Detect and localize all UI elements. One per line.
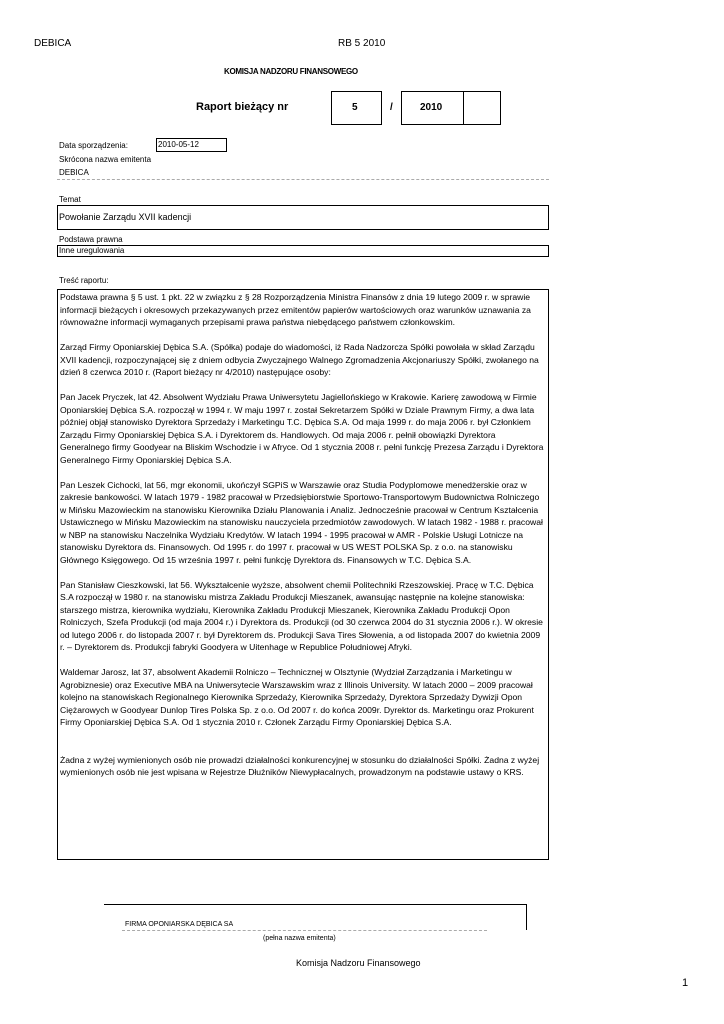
content-paragraph: Pan Stanisław Cieszkowski, lat 56. Wykształcenie wyższe, absolwent chemii Politechniki Rzeszowskiej. Pracę w T.C. Dębica S.A rozpoczął w 1980 r. na stanowisku mistrza Zakładu Produkcji Mieszanek, awansując następnie na kolejne stanowiska: starszego mistrza, kierownika wydziału, Kierownika Zakładu Produkcji Mieszanek, Kierownika Zakładu Produkcji Opon Rolniczych, Szefa Produkcji (od maja 2004 r.) i Dyrektora ds. Produkcji (od 30 czerwca 2004 do 31 stycznia 2006 r.). W okresie od lutego 2006 r. do listopada 2007 r. był Dyrektorem ds. Produkcji Sava Tires Słowenia, a od listopada 2007 do kwietnia 2009 r. – Dyrektorem ds. Produkcji fabryki Goodyera w Uitenhage w Republice Południowej Afryki. [60, 579, 543, 652]
content-paragraph: Pan Leszek Cichocki, lat 56, mgr ekonomii, ukończył SGPiS w Warszawie oraz Studia Podyplomowe menedżerskie oraz w zakresie bankowości. W latach 1979 - 1982 pracował w Przedsiębiorstwie Sportowo-Transportowym Budownictwa Rolniczego w Mińsku Mazowieckim na stanowisku Kierownika Działu Planowania i Analiz. Jednocześnie pracował w Centrum Kształcenia Ustawicznego w Mińsku Mazowieckim na stanowisku nauczyciela przedmiotów zawodowych. W latach 1982 - 1988 r. pracował w NBP na stanowisku Naczelnika Wydziału Kredytów. W latach 1994 - 1995 pracował w AMR - Polskie Usługi Lotnicze na stanowisku Dyrektora ds. Finansowych. Od 1995 r. do 1997 r. pracował w US WEST POLSKA Sp. z o.o. na stanowisku Głównego Księgowego. Od 15 września 1997 r. pełni funkcję Dyrektora ds. Finansowych w T.C. Dębica S.A. [60, 479, 543, 565]
report-number: 5 [352, 102, 358, 113]
legal-basis-box [57, 245, 549, 257]
date-label: Data sporządzenia: [59, 141, 128, 150]
separator-line [57, 179, 549, 180]
content-paragraph: Żadna z wyżej wymienionych osób nie prowadzi działalności konkurencyjnej w stosunku do działalności Spółki. Żadna z wyżej wymienionych osób nie jest wpisana w Rejestrze Dłużników Niewypłacalnych, prowadzonym na podstawie ustawy o KRS. [60, 754, 540, 777]
footer-dash-line [122, 930, 487, 931]
footer-company-caption: (pełna nazwa emitenta) [263, 935, 336, 942]
issuer-short-label: Skrócona nazwa emitenta [59, 155, 152, 164]
report-content [57, 289, 549, 860]
subject-label: Temat [59, 195, 81, 204]
content-label: Treść raportu: [59, 276, 109, 285]
report-title: Raport bieżący nr [196, 101, 289, 113]
header-report-id: RB 5 2010 [338, 38, 386, 49]
footer-agency: Komisja Nadzoru Finansowego [296, 958, 421, 968]
issuer-short-value: DEBICA [59, 168, 89, 177]
signature-side-line [526, 904, 527, 930]
subject-value: Powołanie Zarządu XVII kadencji [59, 212, 192, 222]
page-number: 1 [682, 977, 689, 989]
agency-title: KOMISJA NADZORU FINANSOWEGO [224, 67, 358, 76]
signature-top-line [104, 904, 527, 905]
header-issuer: DEBICA [34, 38, 72, 49]
date-value: 2010-05-12 [158, 140, 199, 149]
report-extra-box [463, 91, 501, 125]
content-paragraph: Waldemar Jarosz, lat 37, absolwent Akademii Rolniczo – Technicznej w Olsztynie (Wydział Zarządzania i Marketingu w Agrobiznesie) oraz Executive MBA na Uniwersytecie Warszawskim wraz z Illinois University. W latach 2000 – 2009 pracował kolejno na stanowiskach Regionalnego Kierownika Sprzedaży, Kierownika Sprzedaży, Dyrektora Sprzedaży Dywizji Opon Ciężarowych w Goodyear Dunlop Tires Polska Sp. z o.o. Od 2007 r. do końca 2009r. Dyrektor ds. Marketingu oraz Prokurent Firmy Oponiarskiej Dębica S.A. Od 1 stycznia 2010 r. Członek Zarządu Firmy Oponiarskiej Dębica S.A. [60, 667, 534, 727]
content-paragraph: Podstawa prawna § 5 ust. 1 pkt. 22 w związku z § 28 Rozporządzenia Ministra Finansów z dnia 19 lutego 2009 r. w sprawie informacji bieżących i okresowych przekazywanych przez emitentów papierów wartościowych oraz warunków uznawania za równoważne informacji wymaganych przepisami prawa państwa niebędącego państwem członkowskim. [60, 292, 531, 327]
report-separator: / [390, 102, 393, 113]
report-year: 2010 [420, 102, 443, 113]
content-paragraph: Zarząd Firmy Oponiarskiej Dębica S.A. (Spółka) podaje do wiadomości, iż Rada Nadzorcza Spółki powołała w skład Zarządu XVII kadencji, rozpoczynającej się z dniem odbycia Zwyczajnego Walnego Zgromadzenia Akcjonariuszy Spółki, zwołanego na dzień 8 czerwca 2010 r. (Raport bieżący nr 4/2010) następujące osoby: [60, 342, 539, 377]
footer-company: FIRMA OPONIARSKA DĘBICA SA [125, 921, 234, 928]
legal-basis-value: Inne uregulowania [59, 246, 125, 255]
content-paragraph: Pan Jacek Pryczek, lat 42. Absolwent Wydziału Prawa Uniwersytetu Jagiellońskiego w Krakowie. Karierę zawodową w Firmie Oponiarskiej Dębica S.A. rozpoczął w 1994 r. W maju 1997 r. został Sekretarzem Spółki w Dziale Prawnym Firmy, a dwa lata później objął stanowisko Dyrektora Sprzedaży i Marketingu T.C. Dębica S.A. Od maja 1999 r. do maja 2006 r. był Członkiem Zarządu Firmy Oponiarskiej Dębica S.A. i Dyrektorem ds. Handlowych. Od maja 2006 r. pełnił obowiązki Dyrektora Generalnego firmy Goodyear na Bliskim Wschodzie i w Afryce. Od 1 stycznia 2008 r. pełni funkcję Prezesa Zarządu i Dyrektora Generalnego Firmy Oponiarskiej Dębica S.A. [60, 392, 544, 465]
legal-basis-label: Podstawa prawna [59, 235, 123, 244]
